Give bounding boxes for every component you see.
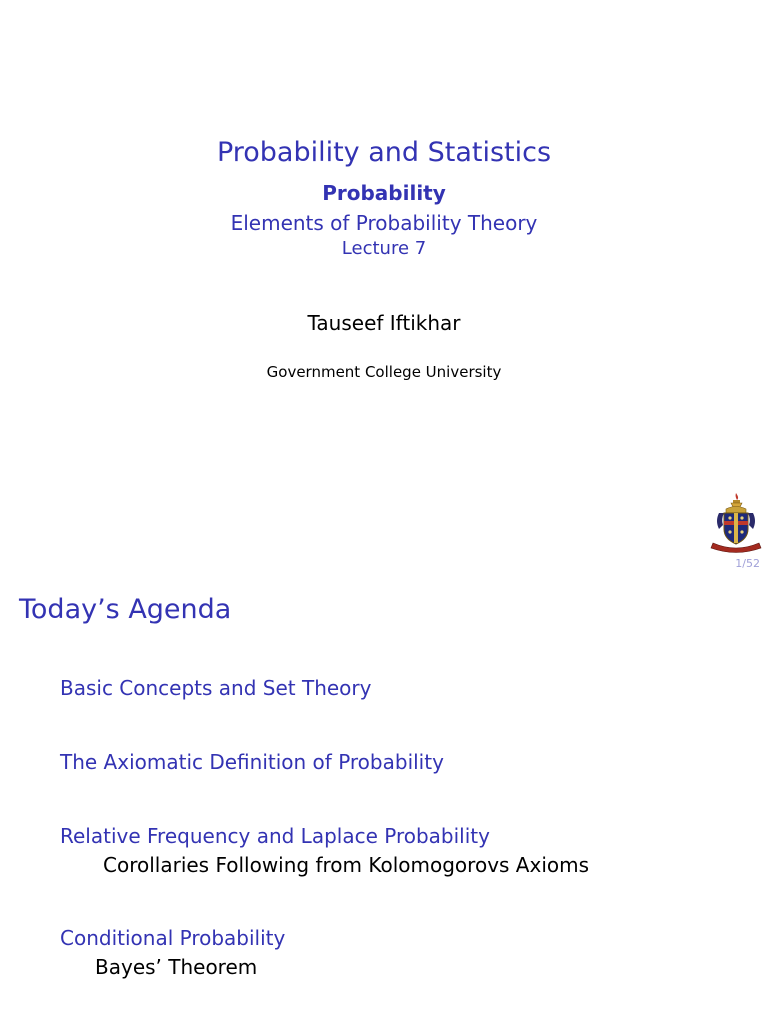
- university-crest-icon: [709, 491, 763, 555]
- agenda-title: Today’s Agenda: [19, 594, 232, 625]
- toc-section-conditional-probability: Conditional Probability: [60, 926, 286, 950]
- toc-section-basic-concepts: Basic Concepts and Set Theory: [60, 676, 372, 700]
- toc-section-relative-frequency: Relative Frequency and Laplace Probability: [60, 824, 490, 848]
- institute-name: Government College University: [266, 363, 502, 381]
- toc-subsection-corollaries: Corollaries Following from Kolomogorovs Axioms: [103, 853, 590, 877]
- toc-section-axiomatic-definition: The Axiomatic Definition of Probability: [60, 750, 444, 774]
- lecture-label: Lecture 7: [341, 238, 427, 259]
- presentation-subtitle-2: Elements of Probability Theory: [230, 211, 538, 235]
- presentation-subtitle: Probability: [322, 181, 446, 205]
- toc-subsection-bayes-theorem: Bayes’ Theorem: [95, 955, 258, 979]
- agenda-slide: [0, 578, 768, 1024]
- presentation-title: Probability and Statistics: [216, 137, 552, 168]
- author-name: Tauseef Iftikhar: [307, 311, 461, 335]
- page-number: 1/52: [735, 557, 760, 570]
